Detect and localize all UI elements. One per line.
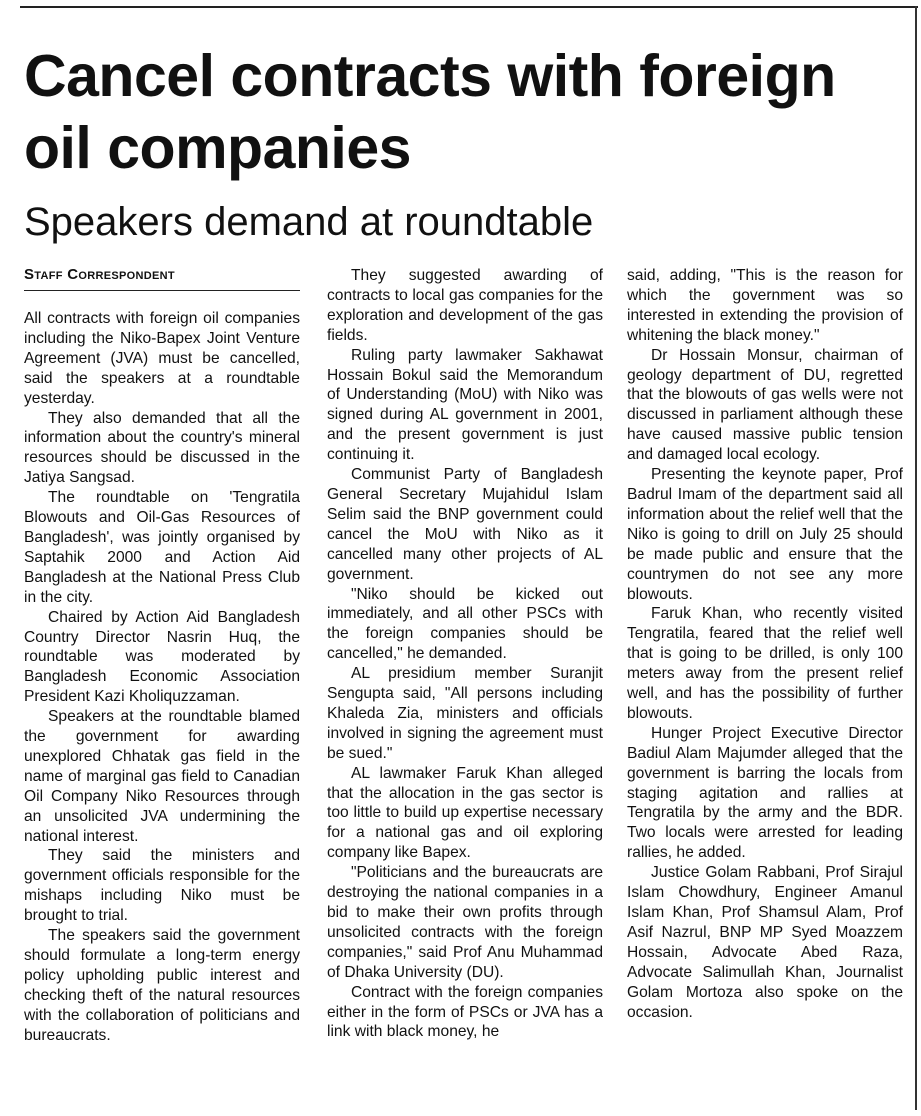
article-column-2 [327, 266, 603, 1108]
paragraph: Presenting the keynote paper, Prof Badrul Imam of the department said all information about the relief well that the Niko is going to drill on July 25 should be made public and ensure that the countrymen do not see any more blowouts. [627, 466, 903, 603]
paragraph: "Politicians and the bureaucrats are destroying the national companies in a bid to make their own profits through unsolicited contracts with the foreign companies," said Prof Anu Muhammad of Dhaka University (DU). [327, 864, 603, 981]
top-rule [20, 6, 918, 8]
paragraph: Justice Golam Rabbani, Prof Sirajul Islam Chowdhury, Engineer Amanul Islam Khan, Prof Shamsul Alam, Prof Asif Nazrul, BNP MP Syed Moazzem Hossain, Advocate Abed Raza, Advocate Salimullah Khan, Journalist Golam Mortoza also spoke on the occasion. [627, 864, 903, 1021]
paragraph: They also demanded that all the information about the country's mineral resources should be discussed in the Jatiya Sangsad. [24, 409, 300, 487]
paragraph: Speakers at the roundtable blamed the government for awarding unexplored Chhatak gas field in the name of marginal gas field to Canadian Oil Company Niko Resources through an unsolicited JVA undermining the national interest. [24, 708, 300, 845]
article-column-3 [627, 266, 903, 1108]
byline: Staff Correspondent [24, 266, 300, 291]
paragraph: AL presidium member Suranjit Sengupta said, "All persons including Khaleda Zia, ministers and officials involved in signing the agreement must be sued." [327, 665, 603, 762]
article-column-1 [24, 266, 300, 1108]
paragraph: Hunger Project Executive Director Badiul Alam Majumder alleged that the government is barring the locals from staging agitation and rallies at Tengratila by the army and the BDR. Two locals were arrested for leading rallies, he added. [627, 724, 903, 862]
paragraph: Faruk Khan, who recently visited Tengratila, feared that the relief well that is going to be drilled, is only 100 meters away from the present relief well, and has the possibility of further blowouts. [627, 605, 903, 722]
subheadline: Speakers demand at roundtable [24, 200, 594, 244]
paragraph: They said the ministers and government officials responsible for the mishaps including Niko must be brought to trial. [24, 847, 300, 925]
paragraph: They suggested awarding of contracts to local gas companies for the exploration and development of the gas fields. [327, 267, 603, 344]
headline: Cancel contracts with foreign oil companies [24, 43, 836, 181]
paragraph: Communist Party of Bangladesh General Secretary Mujahidul Islam Selim said the BNP government could cancel the MoU with Niko as it cancelled many other projects of AL government. [327, 466, 603, 583]
paragraph: AL lawmaker Faruk Khan alleged that the allocation in the gas sector is too little to build up expertise necessary for a national gas and oil exploring company like Bapex. [327, 764, 603, 862]
paragraph: The speakers said the government should formulate a long-term energy policy upholding public interest and checking theft of the natural resources with the collaboration of politicians and bureaucrats. [24, 927, 300, 1044]
paragraph: "Niko should be kicked out immediately, and all other PSCs with the foreign companies should be cancelled," he demanded. [327, 585, 603, 663]
paragraph: All contracts with foreign oil companies including the Niko-Bapex Joint Venture Agreement (JVA) must be cancelled, said the speakers at a roundtable yesterday. [24, 310, 300, 407]
paragraph: Dr Hossain Monsur, chairman of geology department of DU, regretted that the blowouts of gas wells were not discussed in parliament although these have caused massive public tension and damaged local ecology. [627, 346, 903, 464]
right-rule [915, 6, 917, 1110]
paragraph: The roundtable on 'Tengratila Blowouts and Oil-Gas Resources of Bangladesh', was jointly organised by Saptahik 2000 and Action Aid Bangladesh at the National Press Club in the city. [24, 489, 300, 606]
paragraph: Ruling party lawmaker Sakhawat Hossain Bokul said the Memorandum of Understanding (MoU) with Niko was signed during AL government in 2001, and the present government is just continuing it. [327, 346, 603, 464]
paragraph: said, adding, "This is the reason for which the government was so interested in extending the provision of whitening the black money." [627, 267, 903, 344]
paragraph: Contract with the foreign companies either in the form of PSCs or JVA has a link with black money, he [327, 983, 603, 1041]
paragraph: Chaired by Action Aid Bangladesh Country Director Nasrin Huq, the roundtable was moderated by Bangladesh Economic Association President Kazi Kholiquzzaman. [24, 608, 300, 706]
